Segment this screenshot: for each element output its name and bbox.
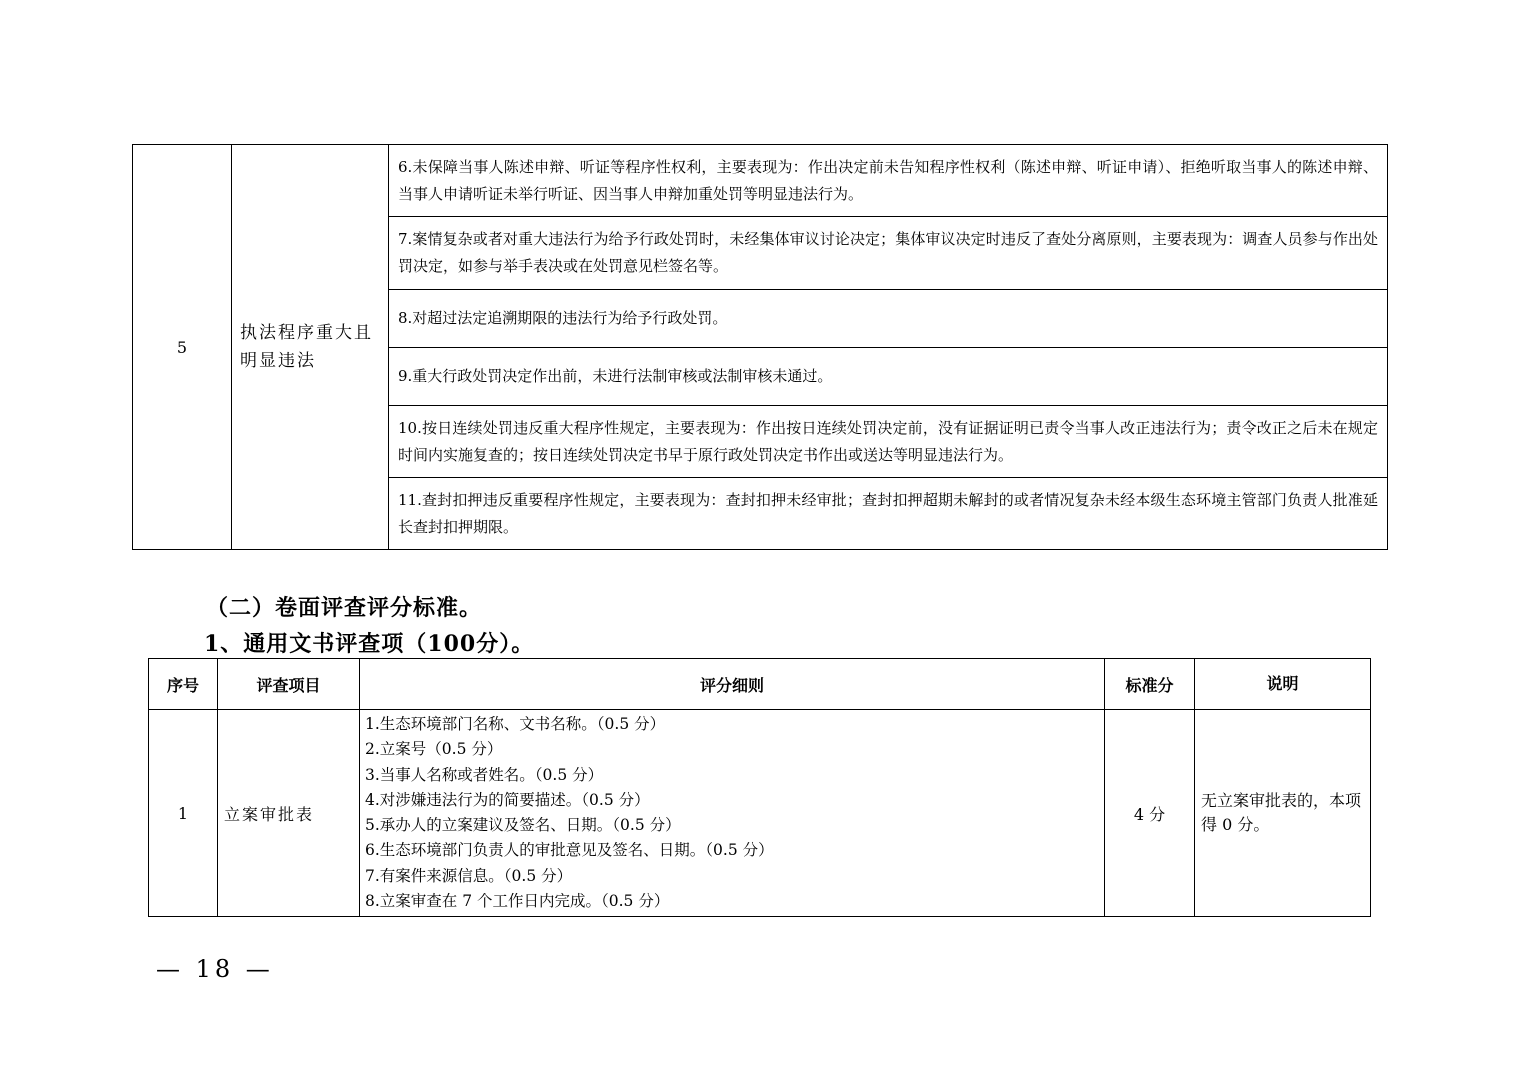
criteria-item: 6.未保障当事人陈述申辩、听证等程序性权利，主要表现为：作出决定前未告知程序性权利（陈述申辩、听证申请）、拒绝听取当事人的陈述申辩、当事人申请听证未举行听证、因当事人申辩加重处罚等明显违法行为。 bbox=[389, 145, 1388, 217]
rule-item: 4.对涉嫌违法行为的简要描述。（0.5 分） bbox=[365, 790, 650, 809]
rule-item: 5.承办人的立案建议及签名、日期。（0.5 分） bbox=[365, 816, 681, 835]
page-number: — 18 — bbox=[156, 955, 274, 983]
project-name: 立案审批表 bbox=[218, 710, 360, 917]
header-num: 序号 bbox=[149, 659, 218, 710]
category-cell: 执法程序重大且明显违法 bbox=[232, 145, 389, 550]
criteria-item: 7.案情复杂或者对重大违法行为给予行政处罚时，未经集体审议讨论决定；集体审议决定时违反了查处分离原则，主要表现为：调查人员参与作出处罚决定，如参与举手表决或在处罚意见栏签名等。 bbox=[389, 217, 1388, 290]
rule-item: 7.有案件来源信息。（0.5 分） bbox=[365, 866, 573, 885]
header-note: 说明 bbox=[1195, 659, 1371, 710]
rule-item: 1.生态环境部门名称、文书名称。（0.5 分） bbox=[365, 715, 666, 733]
header-project: 评查项目 bbox=[218, 659, 360, 710]
header-rules: 评分细则 bbox=[360, 659, 1105, 710]
criteria-item: 8.对超过法定追溯期限的违法行为给予行政处罚。 bbox=[389, 290, 1388, 348]
criteria-item: 11.查封扣押违反重要程序性规定，主要表现为：查封扣押未经审批；查封扣押超期未解封的或者情况复杂未经本级生态环境主管部门负责人批准延长查封扣押期限。 bbox=[389, 478, 1388, 550]
rule-item: 6.生态环境部门负责人的审批意见及签名、日期。（0.5 分） bbox=[365, 841, 774, 860]
rule-item: 8.立案审查在 7 个工作日内完成。（0.5 分） bbox=[365, 892, 670, 911]
note-text: 无立案审批表的，本项得 0 分。 bbox=[1195, 710, 1371, 917]
criteria-item: 10.按日连续处罚违反重大程序性规定，主要表现为：作出按日连续处罚决定前，没有证据证明已责令当事人改正违法行为；责令改正之后未在规定时间内实施复查的；按日连续处罚决定书早于原行政处罚决定书作出或送达等明显违法行为。 bbox=[389, 406, 1388, 478]
section-heading: （二）卷面评查评分标准。 bbox=[206, 595, 483, 621]
criteria-item: 9.重大行政处罚决定作出前，未进行法制审核或法制审核未通过。 bbox=[389, 348, 1388, 406]
rules-list bbox=[360, 710, 1105, 917]
rule-item: 2.立案号（0.5 分） bbox=[365, 740, 503, 759]
row-number: 5 bbox=[133, 145, 232, 550]
scoring-table bbox=[148, 658, 1371, 917]
procedure-violation-table bbox=[132, 144, 1388, 550]
row-number: 1 bbox=[149, 710, 218, 917]
header-score: 标准分 bbox=[1105, 659, 1195, 710]
rule-item: 3.当事人名称或者姓名。（0.5 分） bbox=[365, 765, 604, 784]
standard-score: 4 分 bbox=[1105, 710, 1195, 917]
subsection-heading: 1、通用文书评查项（100分）。 bbox=[204, 631, 535, 657]
